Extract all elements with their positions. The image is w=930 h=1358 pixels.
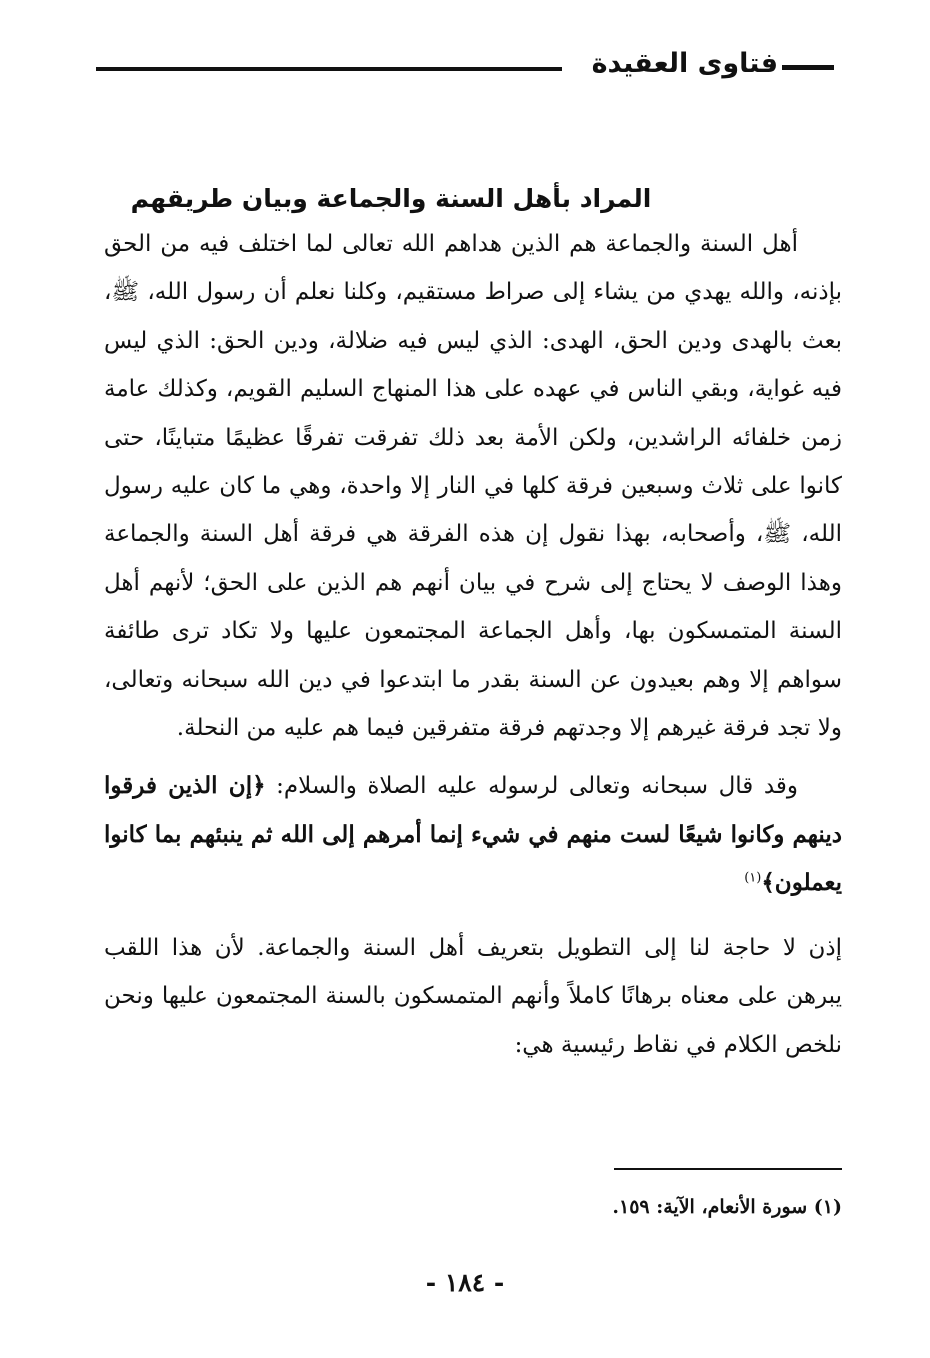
paragraph-2	[104, 762, 842, 907]
header-rule-short	[782, 65, 834, 70]
quran-quote: ﴿إن الذين فرقوا دينهم وكانوا شيعًا لست منهم في شيء إنما أمرهم إلى الله ثم ينبئهم بما كانوا يعملون﴾	[104, 772, 842, 897]
body-text	[104, 220, 842, 1069]
running-header-title: فتاوى العقيدة	[591, 48, 778, 79]
footnote: (١) سورة الأنعام، الآية: ١٥٩.	[612, 1196, 842, 1218]
section-heading: المراد بأهل السنة والجماعة وبيان طريقهم	[130, 184, 652, 213]
paragraph-1: أهل السنة والجماعة هم الذين هداهم الله تعالى لما اختلف فيه من الحق بإذنه، والله يهدي من يشاء إلى صراط مستقيم، وكلنا نعلم أن رسول الله، ﷺ، بعث بالهدى ودين الحق، الهدى: الذي ليس فيه ضلالة، ودين الحق: الذي ليس فيه غواية، وبقي الناس في عهده على هذا المنهاج السليم القويم، وكذلك عامة زمن خلفائه الراشدين، ولكن الأمة بعد ذلك تفرقت تفرقًا عظيمًا متباينًا، حتى كانوا على ثلاث وسبعين فرقة كلها في النار إلا واحدة، وهي ما كان عليه رسول الله، ﷺ، وأصحابه، بهذا نقول إن هذه الفرقة هي فرقة أهل السنة والجماعة وهذا الوصف لا يحتاج إلى شرح في بيان أنهم هم الذين على الحق؛ لأنهم أهل السنة المتمسكون بها، وأهل الجماعة المجتمعون عليها ولا تكاد ترى طائفة سواهم إلا وهم بعيدون عن السنة بقدر ما ابتدعوا في دين الله سبحانه وتعالى، ولا تجد فرقة غيرهم إلا وجدتهم فرقة متفرقين فيما هم عليه من النحلة.	[104, 231, 842, 742]
footnote-reference[interactable]: (١)	[744, 870, 762, 886]
paragraph-3: إذن لا حاجة لنا إلى التطويل بتعريف أهل السنة والجماعة. لأن هذا اللقب يبرهن على معناه برهانًا كاملاً وأنهم المتمسكون بالسنة المجتمعون عليها ونحن نلخص الكلام في نقاط رئيسية هي:	[104, 934, 842, 1058]
page-number: - ١٨٤ -	[425, 1268, 505, 1297]
header-rule-long	[96, 67, 562, 71]
footnote-separator	[614, 1168, 842, 1170]
paragraph-2-intro: وقد قال سبحانه وتعالى لرسوله عليه الصلاة والسلام:	[265, 773, 798, 800]
